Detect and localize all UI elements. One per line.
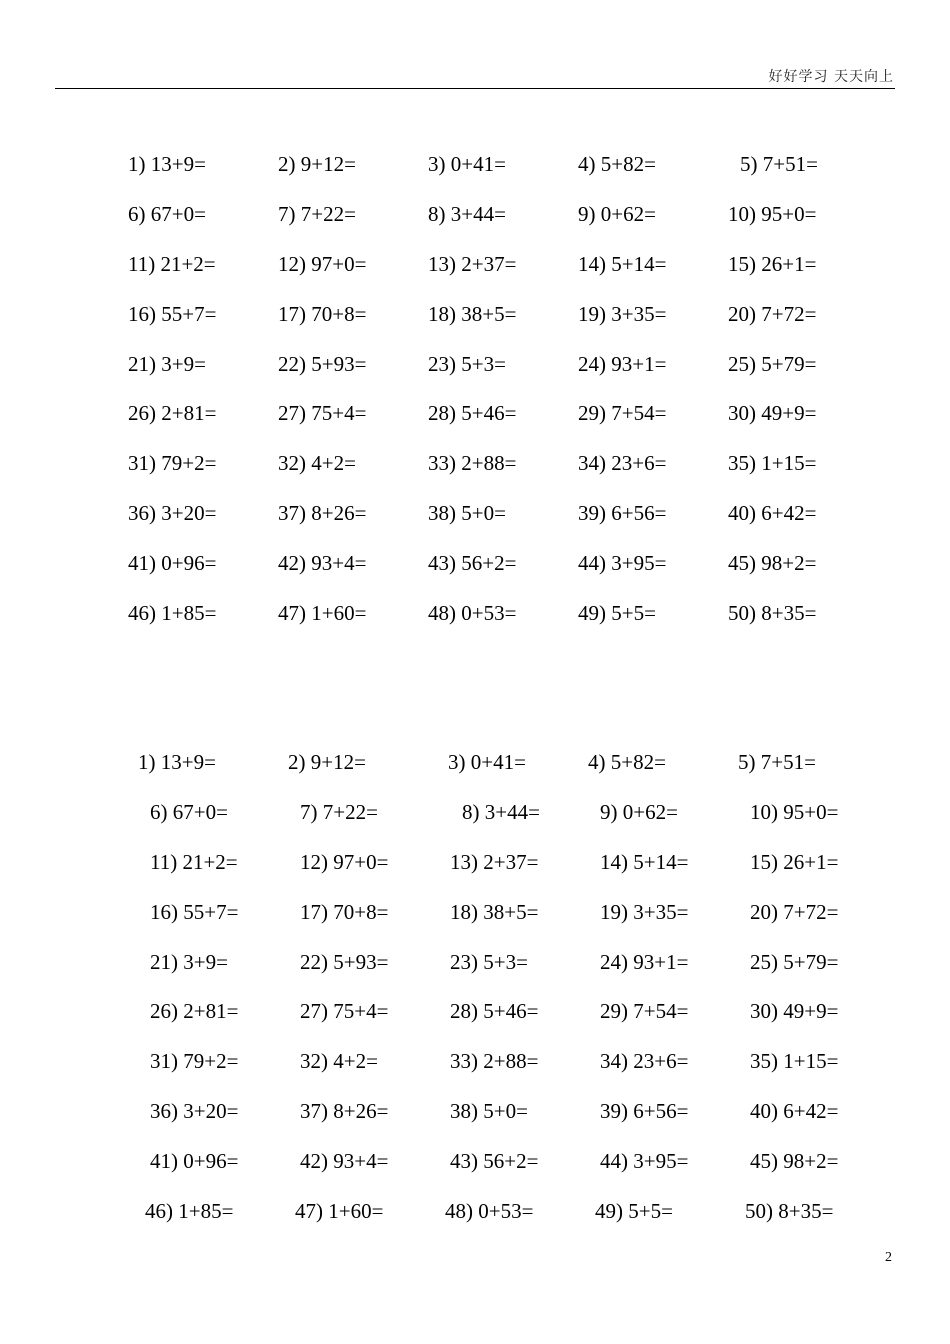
math-problem: 43) 56+2=: [428, 551, 517, 576]
math-problem: 50) 8+35=: [728, 601, 817, 626]
math-problem: 8) 3+44=: [428, 201, 506, 226]
problem-row: [0, 200, 950, 250]
problem-row: [0, 449, 950, 499]
math-problem: 22) 5+93=: [300, 949, 389, 974]
math-problem: 47) 1+60=: [295, 1199, 384, 1224]
math-problem: 48) 0+53=: [445, 1199, 534, 1224]
math-problem: 5) 7+51=: [740, 152, 818, 176]
math-problem: 3) 0+41=: [428, 152, 506, 176]
math-problem: 40) 6+42=: [750, 1099, 839, 1124]
math-problem: 41) 0+96=: [128, 551, 217, 576]
problem-row: [0, 1047, 950, 1097]
math-problem: 2) 9+12=: [288, 750, 366, 774]
problem-row: [0, 599, 950, 649]
math-problem: 12) 97+0=: [278, 251, 367, 276]
math-problem: 4) 5+82=: [578, 152, 656, 176]
problem-row: [0, 399, 950, 449]
math-problem: 14) 5+14=: [578, 251, 667, 276]
math-problem: 7) 7+22=: [300, 799, 378, 824]
math-problem: 20) 7+72=: [750, 899, 839, 924]
problem-row: [0, 898, 950, 948]
math-problem: 48) 0+53=: [428, 601, 517, 626]
math-problem: 49) 5+5=: [595, 1199, 673, 1224]
math-problem: 26) 2+81=: [128, 401, 217, 426]
math-problem: 8) 3+44=: [462, 799, 540, 824]
math-problem: 27) 75+4=: [278, 401, 367, 426]
math-problem: 44) 3+95=: [578, 551, 667, 576]
math-problem: 25) 5+79=: [728, 351, 817, 376]
math-problem: 17) 70+8=: [300, 899, 389, 924]
problem-row: [0, 300, 950, 350]
math-problem: 32) 4+2=: [300, 1049, 378, 1074]
math-problem: 31) 79+2=: [150, 1049, 239, 1074]
math-problem: 45) 98+2=: [728, 551, 817, 576]
math-problem: 35) 1+15=: [728, 451, 817, 476]
math-problem: 47) 1+60=: [278, 601, 367, 626]
problem-row: [0, 748, 950, 798]
math-problem: 10) 95+0=: [750, 799, 839, 824]
math-problem: 26) 2+81=: [150, 999, 239, 1024]
math-problem: 46) 1+85=: [128, 601, 217, 626]
math-problem: 27) 75+4=: [300, 999, 389, 1024]
math-problem: 45) 98+2=: [750, 1149, 839, 1174]
math-problem: 22) 5+93=: [278, 351, 367, 376]
math-problem: 18) 38+5=: [450, 899, 539, 924]
math-problem: 28) 5+46=: [450, 999, 539, 1024]
math-problem: 29) 7+54=: [578, 401, 667, 426]
problem-row: [0, 250, 950, 300]
math-problem: 29) 7+54=: [600, 999, 689, 1024]
math-problem: 18) 38+5=: [428, 301, 517, 326]
math-problem: 39) 6+56=: [578, 501, 667, 526]
math-problem: 33) 2+88=: [450, 1049, 539, 1074]
math-problem: 13) 2+37=: [450, 849, 539, 874]
math-problem: 21) 3+9=: [150, 949, 228, 974]
math-problem: 6) 67+0=: [150, 799, 228, 824]
math-problem: 20) 7+72=: [728, 301, 817, 326]
math-problem: 32) 4+2=: [278, 451, 356, 476]
math-problem: 42) 93+4=: [278, 551, 367, 576]
problem-row: [0, 997, 950, 1047]
math-problem: 24) 93+1=: [578, 351, 667, 376]
problem-row: [0, 549, 950, 599]
math-problem: 16) 55+7=: [128, 301, 217, 326]
problem-row: [0, 1197, 950, 1247]
problem-row: [0, 499, 950, 549]
problem-row: [0, 150, 950, 200]
math-problem: 19) 3+35=: [600, 899, 689, 924]
worksheet-block-1: [0, 150, 950, 649]
math-problem: 38) 5+0=: [450, 1099, 528, 1124]
page-number: 2: [885, 1250, 892, 1265]
math-problem: 37) 8+26=: [278, 501, 367, 526]
math-problem: 7) 7+22=: [278, 201, 356, 226]
math-problem: 12) 97+0=: [300, 849, 389, 874]
worksheet-block-2: [0, 748, 950, 1247]
math-problem: 3) 0+41=: [448, 750, 526, 774]
math-problem: 15) 26+1=: [750, 849, 839, 874]
math-problem: 44) 3+95=: [600, 1149, 689, 1174]
math-problem: 9) 0+62=: [600, 799, 678, 824]
math-problem: 30) 49+9=: [728, 401, 817, 426]
math-problem: 13) 2+37=: [428, 251, 517, 276]
math-problem: 24) 93+1=: [600, 949, 689, 974]
math-problem: 14) 5+14=: [600, 849, 689, 874]
math-problem: 33) 2+88=: [428, 451, 517, 476]
problem-row: [0, 848, 950, 898]
math-problem: 38) 5+0=: [428, 501, 506, 526]
math-problem: 28) 5+46=: [428, 401, 517, 426]
math-problem: 46) 1+85=: [145, 1199, 234, 1224]
problem-row: [0, 1147, 950, 1197]
math-problem: 49) 5+5=: [578, 601, 656, 626]
math-problem: 15) 26+1=: [728, 251, 817, 276]
math-problem: 4) 5+82=: [588, 750, 666, 774]
math-problem: 41) 0+96=: [150, 1149, 239, 1174]
math-problem: 2) 9+12=: [278, 152, 356, 176]
math-problem: 23) 5+3=: [450, 949, 528, 974]
math-problem: 34) 23+6=: [600, 1049, 689, 1074]
math-problem: 35) 1+15=: [750, 1049, 839, 1074]
problem-row: [0, 948, 950, 998]
math-problem: 25) 5+79=: [750, 949, 839, 974]
math-problem: 31) 79+2=: [128, 451, 217, 476]
math-problem: 10) 95+0=: [728, 201, 817, 226]
problem-row: [0, 798, 950, 848]
math-problem: 5) 7+51=: [738, 750, 816, 774]
problem-row: [0, 1097, 950, 1147]
math-problem: 36) 3+20=: [150, 1099, 239, 1124]
math-problem: 50) 8+35=: [745, 1199, 834, 1224]
math-problem: 19) 3+35=: [578, 301, 667, 326]
math-problem: 1) 13+9=: [128, 152, 206, 176]
math-problem: 1) 13+9=: [138, 750, 216, 774]
math-problem: 43) 56+2=: [450, 1149, 539, 1174]
math-problem: 9) 0+62=: [578, 201, 656, 226]
math-problem: 36) 3+20=: [128, 501, 217, 526]
math-problem: 23) 5+3=: [428, 351, 506, 376]
math-problem: 42) 93+4=: [300, 1149, 389, 1174]
math-problem: 21) 3+9=: [128, 351, 206, 376]
math-problem: 34) 23+6=: [578, 451, 667, 476]
math-problem: 11) 21+2=: [128, 251, 216, 276]
math-problem: 37) 8+26=: [300, 1099, 389, 1124]
math-problem: 16) 55+7=: [150, 899, 239, 924]
math-problem: 17) 70+8=: [278, 301, 367, 326]
header-title: 好好学习 天天向上: [768, 69, 894, 85]
math-problem: 39) 6+56=: [600, 1099, 689, 1124]
math-problem: 30) 49+9=: [750, 999, 839, 1024]
problem-row: [0, 350, 950, 400]
math-problem: 6) 67+0=: [128, 201, 206, 226]
math-problem: 11) 21+2=: [150, 849, 238, 874]
math-problem: 40) 6+42=: [728, 501, 817, 526]
header-divider: [55, 88, 895, 89]
